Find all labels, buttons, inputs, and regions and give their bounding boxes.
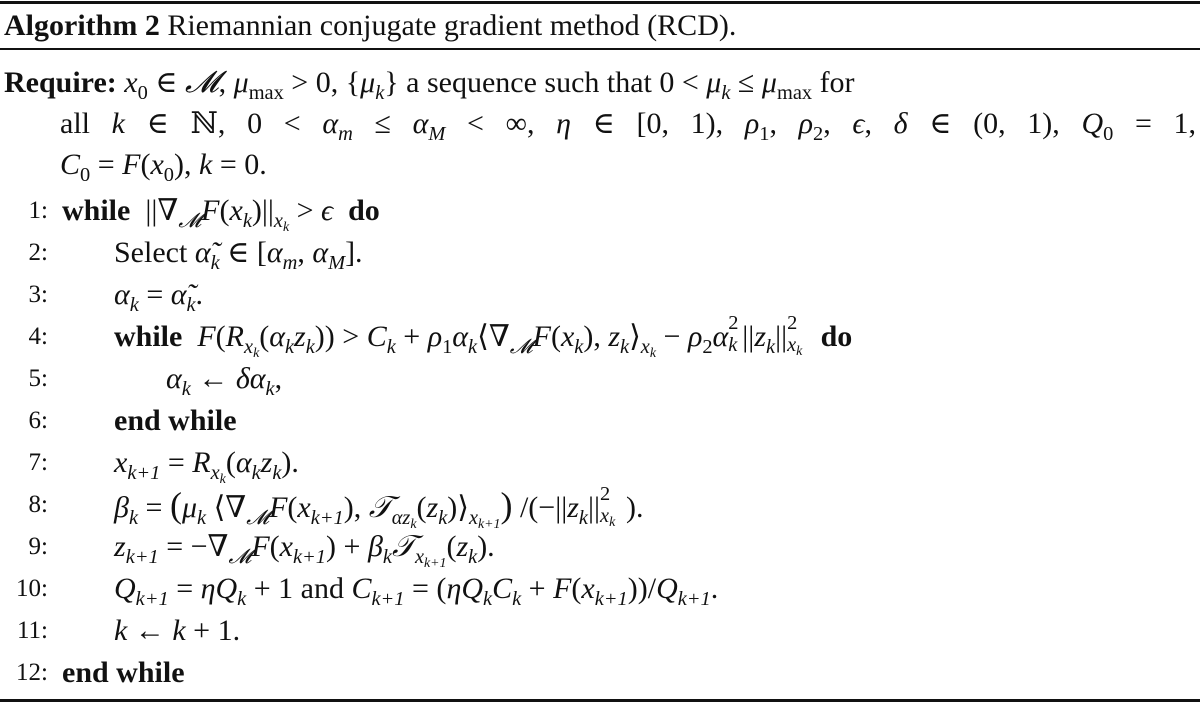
line-number: 10: [16,575,48,602]
keyword-while: while [62,194,131,227]
keyword-end-while: end while [114,404,237,437]
line-number: 2: [28,239,48,266]
line-number: 12: [16,659,48,686]
require-continued-1: all k ∈ ℕ, $0 < \alpha_m \le \alpha_M$ < ∞, η ∈ [0, 1), $\rho_1$, $\rho_2$, ϵ, δ ∈ (0, 1), $Q_0 = 1$, [60,107,1197,145]
keyword-do: do [820,320,853,353]
line-number: 7: [28,449,48,476]
line-number: 5: [28,365,48,392]
require-statement: Require: $x_0$ ∈ 𝓜, $\mu_{max} > 0$, $\{\mu_k\}$ a sequence such that $0 < \mu_k \le \mu_{max}$ for [4,65,855,104]
line-number: 3: [28,281,48,308]
bottom-rule [0,699,1200,702]
require-block [4,62,1196,185]
require-continued-2: $C_0 = F(x_0)$, k = 0. [60,148,267,186]
top-rule [0,1,1200,4]
line-number: 9: [28,533,48,560]
line-number: 11: [16,617,48,644]
line-number: 4: [28,323,48,350]
line-number: 1: [28,197,48,224]
algorithm-caption [4,6,736,46]
line-number: 8: [28,491,48,518]
keyword-while: while [114,320,183,353]
caption-label: Algorithm 2 [4,9,160,42]
connector-and: and [300,572,344,605]
caption-rule [0,48,1200,50]
line-number: 6: [28,407,48,434]
keyword-do: do [348,194,380,227]
keyword-end-while: end while [62,656,185,689]
require-keyword: Require: [4,66,117,99]
algorithm-body: 1: while $||\nabla_𝓜F(x_k)||_{x_k} > \epsilon$ do 2: Select $\alphã_k$ ∈ [$\alpha_m$, $\alpha_M$]. 3: $\alpha_k$ = $\alphã_k$. 4: while $F(R_{x_k}(\alpha_kz_k)) > C_k$ + $\rho_1\alpha_k⟨\nabla_𝓜F(x_k)$, $z_k⟩_{x_k} - \rho_2\alpha$ 2 k $||z_k||$ 2 $x_k$ do 5: $\alpha_k$ ← $\delta\alpha_k$, 6: end while 7: $x_{k+1} = R_{x_k}(\alpha_kz_k)$. 8: $\beta_k = (\mu_k$ $⟨\nabla_𝓜F(x_{k+1})$, $𝒯_{\alpha z_k}(z_k)⟩_{x_{k+1}}$) $/(-||z_k||$ 2 $x_k$ ). 9: $z_{k+1} = -\nabla_𝓜F(x_{k+1})$ + $\beta_k𝒯_{x_{k+1}}(z_k)$. 10: $Q_{k+1} = \eta Q_k + 1$ and $C_{k+1} = (\eta Q_kC_k + F(x_{k+1}))/Q_{k+1}$. 11: k ← k + 1. 12: end while [4,190,1196,695]
caption-text: Riemannian conjugate gradient method (RCD). [167,9,737,42]
